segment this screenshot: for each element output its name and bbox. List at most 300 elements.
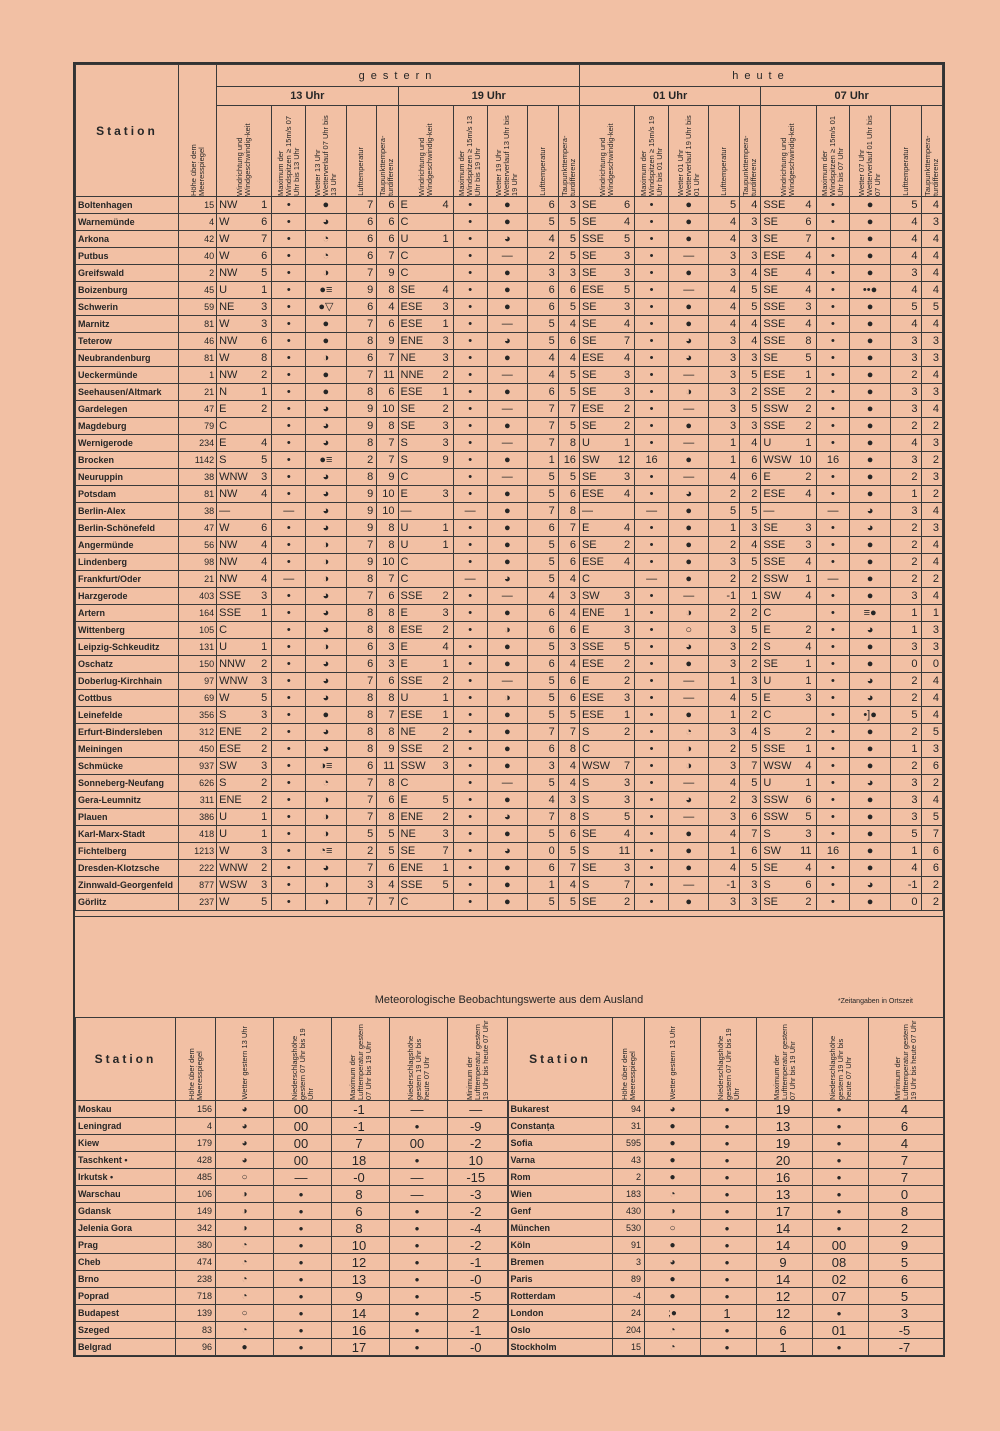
table-row [76, 877, 943, 894]
dewpoint-difference: 8 [377, 690, 398, 707]
station-name: Brno [76, 1271, 176, 1288]
station-altitude: 2 [178, 265, 216, 282]
station-name: Artern [76, 605, 179, 622]
wind-direction: SSE [761, 316, 799, 333]
station-name: Teterow [76, 333, 179, 350]
temp-max: 7 [332, 1135, 390, 1152]
wind-direction: E [217, 435, 255, 452]
temp-min: 3 [869, 1305, 944, 1322]
temp-min: 10 [448, 1152, 508, 1169]
air-temperature: 6 [346, 248, 377, 265]
air-temperature: 2 [890, 418, 921, 435]
table-row [76, 282, 943, 299]
wind-direction: N [217, 384, 255, 401]
wind-gust: • [635, 384, 669, 401]
air-temperature: 4 [709, 231, 740, 248]
wind-direction: ESE [398, 316, 436, 333]
wind-speed: 1 [618, 605, 635, 622]
air-temperature: 9 [346, 503, 377, 520]
wind-direction: SW [217, 758, 255, 775]
dewpoint-difference: 4 [921, 503, 942, 520]
dewpoint-difference: 16 [558, 452, 579, 469]
col-header-2-2: Wetter 01 Uhr Wetterverlauf 19 Uhr bis 01 Uhr [669, 106, 709, 197]
station-name: Brocken [76, 452, 179, 469]
air-temperature: 7 [527, 401, 558, 418]
wind-speed: 2 [436, 588, 453, 605]
wind-speed: 4 [799, 265, 816, 282]
wind-speed: 4 [436, 197, 453, 214]
dewpoint-difference: 9 [377, 741, 398, 758]
wind-direction: SE [398, 282, 436, 299]
wind-gust: • [635, 707, 669, 724]
wind-gust: • [453, 639, 487, 656]
station-name: Gera-Leumnitz [76, 792, 179, 809]
table-row [76, 452, 943, 469]
wind-gust: • [272, 231, 306, 248]
wind-gust: • [635, 350, 669, 367]
dewpoint-difference: 3 [740, 231, 761, 248]
wind-speed: 3 [436, 435, 453, 452]
weather-symbol: ● [669, 894, 709, 911]
weather-symbol: ● [487, 656, 527, 673]
air-temperature: 1 [709, 673, 740, 690]
wind-speed: 3 [618, 690, 635, 707]
weather-symbol: ● [669, 843, 709, 860]
station-name: Prag [76, 1237, 176, 1254]
wind-gust: • [816, 622, 850, 639]
dewpoint-difference: 4 [921, 197, 942, 214]
dewpoint-difference: 1 [921, 605, 942, 622]
wind-direction: U [761, 435, 799, 452]
weather-symbol: ● [669, 707, 709, 724]
wind-speed: 5 [799, 350, 816, 367]
air-temperature: 3 [709, 724, 740, 741]
air-temperature: 0 [890, 894, 921, 911]
wind-direction: S [761, 877, 799, 894]
wind-gust: — [816, 503, 850, 520]
air-temperature: 6 [346, 656, 377, 673]
wind-gust: • [453, 724, 487, 741]
weather-symbol: ● [487, 520, 527, 537]
wind-speed: 2 [618, 401, 635, 418]
weather-symbol: ●▽ [306, 299, 346, 316]
station-altitude: 43 [613, 1152, 645, 1169]
dewpoint-difference: 6 [377, 214, 398, 231]
station-header: Station [76, 65, 179, 197]
dewpoint-difference: 8 [377, 809, 398, 826]
station-name: Lindenberg [76, 554, 179, 571]
station-altitude: 59 [178, 299, 216, 316]
wind-direction: C [398, 554, 436, 571]
section-divider [75, 916, 943, 917]
wind-gust: • [272, 452, 306, 469]
wind-direction: NW [217, 554, 255, 571]
weather-symbol: ◕ [216, 1118, 274, 1135]
air-temperature: 6 [527, 656, 558, 673]
weather-symbol: — [669, 588, 709, 605]
air-temperature: 2 [709, 571, 740, 588]
weather-symbol: ○ [216, 1169, 274, 1186]
station-name: Kiew [76, 1135, 176, 1152]
precip-day: • [274, 1254, 332, 1271]
precip-day: 00 [274, 1101, 332, 1118]
air-temperature: 7 [527, 724, 558, 741]
dewpoint-difference: 4 [558, 775, 579, 792]
weather-symbol: ◑ [669, 384, 709, 401]
temp-min: 2 [448, 1305, 508, 1322]
wind-gust: • [635, 622, 669, 639]
wind-speed: 3 [436, 299, 453, 316]
temp-min: 5 [869, 1254, 944, 1271]
wind-direction: C [579, 741, 617, 758]
wind-direction: ESE [217, 741, 255, 758]
air-temperature: 3 [709, 418, 740, 435]
temp-min: 4 [869, 1135, 944, 1152]
table-row [76, 537, 943, 554]
wind-gust: • [635, 469, 669, 486]
air-temperature: 6 [346, 639, 377, 656]
air-temperature: -1 [890, 877, 921, 894]
wind-direction: NE [398, 350, 436, 367]
precip-night: • [390, 1254, 448, 1271]
station-altitude: 418 [178, 826, 216, 843]
time-header-07: 07 Uhr [761, 87, 943, 106]
wind-direction: SE [579, 265, 617, 282]
dewpoint-difference: 6 [740, 843, 761, 860]
weather-symbol: ● [306, 333, 346, 350]
precip-night: • [390, 1322, 448, 1339]
wind-gust: • [635, 639, 669, 656]
wind-direction: SE [761, 520, 799, 537]
weather-symbol: ◕ [306, 418, 346, 435]
dewpoint-difference: 3 [740, 248, 761, 265]
wind-direction: NW [217, 265, 255, 282]
wind-speed [436, 894, 453, 911]
wind-direction: S [398, 452, 436, 469]
weather-symbol: ● [850, 248, 890, 265]
wind-direction: ENE [579, 605, 617, 622]
station-name: Seehausen/Altmark [76, 384, 179, 401]
wind-gust: • [635, 537, 669, 554]
wind-gust: • [453, 367, 487, 384]
wind-speed [618, 503, 635, 520]
station-altitude: 15 [613, 1339, 645, 1356]
wind-direction: U [217, 826, 255, 843]
table-row [76, 1322, 944, 1339]
wind-speed: 2 [618, 418, 635, 435]
station-altitude: 430 [613, 1203, 645, 1220]
wind-gust: • [816, 656, 850, 673]
wind-direction: E [398, 792, 436, 809]
station-altitude: 718 [176, 1288, 216, 1305]
wind-gust: • [635, 605, 669, 622]
wind-direction: SE [761, 282, 799, 299]
air-temperature: 5 [527, 826, 558, 843]
weather-symbol: — [669, 673, 709, 690]
air-temperature: 9 [346, 554, 377, 571]
temp-min: -2 [448, 1237, 508, 1254]
wind-gust: • [635, 486, 669, 503]
dewpoint-difference: 4 [921, 554, 942, 571]
dewpoint-difference: 4 [558, 350, 579, 367]
air-temperature: 6 [527, 605, 558, 622]
air-temperature: 7 [346, 775, 377, 792]
col-header-1-2: Wetter 19 Uhr Wetterverlauf 13 Uhr bis 19 Uhr [487, 106, 527, 197]
wind-direction: C [398, 265, 436, 282]
precip-day: • [274, 1271, 332, 1288]
weather-symbol: ●≡ [306, 452, 346, 469]
weather-symbol: ● [487, 707, 527, 724]
temp-max: 17 [332, 1339, 390, 1356]
dewpoint-difference: 1 [740, 588, 761, 605]
dewpoint-difference: 5 [740, 741, 761, 758]
wind-direction: E [579, 673, 617, 690]
wind-speed: 1 [436, 860, 453, 877]
weather-symbol: — [669, 690, 709, 707]
air-temperature: 9 [346, 520, 377, 537]
wind-speed: 3 [255, 758, 272, 775]
station-name: Budapest [76, 1305, 176, 1322]
wind-gust: • [272, 316, 306, 333]
station-name: Putbus [76, 248, 179, 265]
wind-direction: W [217, 350, 255, 367]
weather-symbol: — [487, 588, 527, 605]
wind-direction: NW [217, 486, 255, 503]
wind-speed: 4 [799, 588, 816, 605]
wind-direction: NNE [398, 367, 436, 384]
air-temperature: 3 [709, 894, 740, 911]
wind-direction: C [761, 707, 799, 724]
wind-speed: 3 [255, 588, 272, 605]
station-name: Jelenia Gora [76, 1220, 176, 1237]
dewpoint-difference: 11 [377, 367, 398, 384]
weather-symbol: ◕ [487, 571, 527, 588]
dewpoint-difference: 5 [377, 843, 398, 860]
wind-direction: ESE [579, 486, 617, 503]
wind-gust: • [453, 418, 487, 435]
wind-direction: ESE [579, 401, 617, 418]
wind-direction: NW [217, 197, 255, 214]
weather-symbol: ◑ [306, 350, 346, 367]
dewpoint-difference: 6 [377, 673, 398, 690]
wind-direction: SE [579, 894, 617, 911]
air-temperature: 5 [527, 554, 558, 571]
wind-direction: — [579, 503, 617, 520]
dewpoint-difference: 3 [740, 792, 761, 809]
air-temperature: 3 [709, 367, 740, 384]
temp-max: 12 [757, 1305, 813, 1322]
wind-gust: • [453, 673, 487, 690]
wind-speed: 2 [255, 367, 272, 384]
weather-symbol: ◔ [216, 1237, 274, 1254]
station-altitude: 149 [176, 1203, 216, 1220]
precip-day: • [701, 1339, 757, 1356]
air-temperature: 4 [890, 860, 921, 877]
precip-day: • [701, 1186, 757, 1203]
temp-max: 19 [757, 1135, 813, 1152]
weather-symbol: — [669, 775, 709, 792]
wind-speed: 2 [436, 673, 453, 690]
station-altitude: 183 [613, 1186, 645, 1203]
table-row [76, 1254, 944, 1271]
wind-gust: • [453, 758, 487, 775]
col-header-3-3: Lufttemperatur [890, 106, 921, 197]
weather-symbol: ● [487, 299, 527, 316]
wind-gust: • [816, 537, 850, 554]
wind-speed: 3 [618, 860, 635, 877]
dewpoint-difference: 2 [740, 486, 761, 503]
air-temperature: 1 [890, 605, 921, 622]
wind-speed [436, 554, 453, 571]
dewpoint-difference: 5 [558, 894, 579, 911]
station-altitude: 234 [178, 435, 216, 452]
temp-max: 9 [332, 1288, 390, 1305]
station-altitude: 156 [176, 1101, 216, 1118]
weather-symbol: ● [669, 299, 709, 316]
wind-speed: 3 [436, 758, 453, 775]
precip-day: • [274, 1237, 332, 1254]
station-name: Gdansk [76, 1203, 176, 1220]
wind-gust: • [635, 588, 669, 605]
dewpoint-difference: 3 [740, 418, 761, 435]
weather-symbol: ● [306, 316, 346, 333]
weather-symbol: ◑≡ [306, 758, 346, 775]
wind-gust: • [635, 843, 669, 860]
wind-gust: • [272, 639, 306, 656]
air-temperature: 6 [527, 622, 558, 639]
wind-direction: U [761, 775, 799, 792]
air-temperature: 6 [346, 231, 377, 248]
wind-gust: • [635, 826, 669, 843]
wind-direction: ESE [579, 707, 617, 724]
wind-gust: • [272, 724, 306, 741]
air-temperature: 5 [527, 775, 558, 792]
station-name: Cottbus [76, 690, 179, 707]
wind-direction: S [579, 877, 617, 894]
air-temperature: 5 [527, 333, 558, 350]
station-altitude: 47 [178, 401, 216, 418]
wind-direction: WSW [761, 452, 799, 469]
weather-symbol: — [669, 877, 709, 894]
weather-symbol: ◑ [306, 877, 346, 894]
foreign-col-header: Maximum der Lufttemperatur gestern 07 Uhr bis 19 Uhr [332, 1018, 390, 1101]
table-row [76, 741, 943, 758]
station-name: Belgrad [76, 1339, 176, 1356]
weather-symbol: ● [669, 316, 709, 333]
weather-symbol: ● [669, 554, 709, 571]
air-temperature: 2 [709, 486, 740, 503]
station-name: Berlin-Alex [76, 503, 179, 520]
weather-symbol: ◕ [850, 673, 890, 690]
wind-speed: 3 [618, 622, 635, 639]
weather-symbol: — [487, 435, 527, 452]
weather-symbol: ● [487, 384, 527, 401]
air-temperature: 5 [527, 894, 558, 911]
station-altitude: 69 [178, 690, 216, 707]
precip-night: • [813, 1186, 869, 1203]
wind-direction: SE [579, 214, 617, 231]
wind-direction: C [579, 571, 617, 588]
dewpoint-difference: 6 [558, 333, 579, 350]
station-name: Ueckermünde [76, 367, 179, 384]
dewpoint-difference: 3 [740, 350, 761, 367]
dewpoint-difference: 4 [921, 673, 942, 690]
wind-gust: • [635, 520, 669, 537]
wind-direction: SSW [761, 792, 799, 809]
dewpoint-difference: 6 [921, 758, 942, 775]
wind-gust: • [816, 214, 850, 231]
weather-symbol: ○ [645, 1220, 701, 1237]
air-temperature: 5 [890, 707, 921, 724]
wind-direction: W [217, 231, 255, 248]
station-name: Görlitz [76, 894, 179, 911]
table-row [76, 486, 943, 503]
table-row [76, 520, 943, 537]
wind-speed: 2 [799, 418, 816, 435]
weather-symbol: ● [850, 452, 890, 469]
wind-gust: • [453, 622, 487, 639]
col-header-3-4: Taupunkttempera-turdifferenz [921, 106, 942, 197]
col-header-1-1: Maximum der Windspitzen ≥ 15m/s 13 Uhr bis 19 Uhr [453, 106, 487, 197]
weather-symbol: ● [669, 503, 709, 520]
table-row [76, 469, 943, 486]
precip-day: • [274, 1186, 332, 1203]
dewpoint-difference: 6 [377, 197, 398, 214]
wind-direction: U [398, 690, 436, 707]
station-name: Meiningen [76, 741, 179, 758]
wind-gust: • [816, 724, 850, 741]
wind-direction: SW [761, 843, 799, 860]
table-row [76, 503, 943, 520]
weather-symbol: ◕ [306, 673, 346, 690]
dewpoint-difference: 2 [921, 418, 942, 435]
foreign-col-header: Niederschlagshöhe gestern 07 Uhr bis 19 Uhr [274, 1018, 332, 1101]
air-temperature: 7 [346, 792, 377, 809]
wind-direction: NW [217, 333, 255, 350]
weather-symbol: ● [850, 537, 890, 554]
wind-direction: S [217, 707, 255, 724]
dewpoint-difference: 7 [377, 350, 398, 367]
wind-speed: 5 [436, 877, 453, 894]
wind-speed: 1 [799, 673, 816, 690]
wind-speed: 6 [799, 792, 816, 809]
table-row [76, 418, 943, 435]
foreign-col-header: Wetter gestern 13 Uhr [216, 1018, 274, 1101]
weather-symbol: ● [669, 214, 709, 231]
weather-symbol: ● [669, 656, 709, 673]
air-temperature: 3 [346, 877, 377, 894]
wind-speed: 1 [436, 316, 453, 333]
wind-gust: • [635, 248, 669, 265]
wind-speed: 3 [436, 350, 453, 367]
wind-speed: 3 [799, 520, 816, 537]
wind-direction: SE [579, 418, 617, 435]
dewpoint-difference: 8 [377, 622, 398, 639]
wind-direction: WSW [217, 877, 255, 894]
air-temperature: 3 [890, 333, 921, 350]
weather-symbol: ◕ [306, 741, 346, 758]
wind-gust: • [635, 265, 669, 282]
temp-min: 7 [869, 1152, 944, 1169]
station-name: München [508, 1220, 613, 1237]
wind-speed: 6 [255, 333, 272, 350]
wind-direction: SE [398, 401, 436, 418]
station-altitude: 312 [178, 724, 216, 741]
dewpoint-difference: 5 [377, 826, 398, 843]
wind-speed: 11 [799, 843, 816, 860]
station-altitude: 31 [613, 1118, 645, 1135]
air-temperature: 3 [890, 384, 921, 401]
